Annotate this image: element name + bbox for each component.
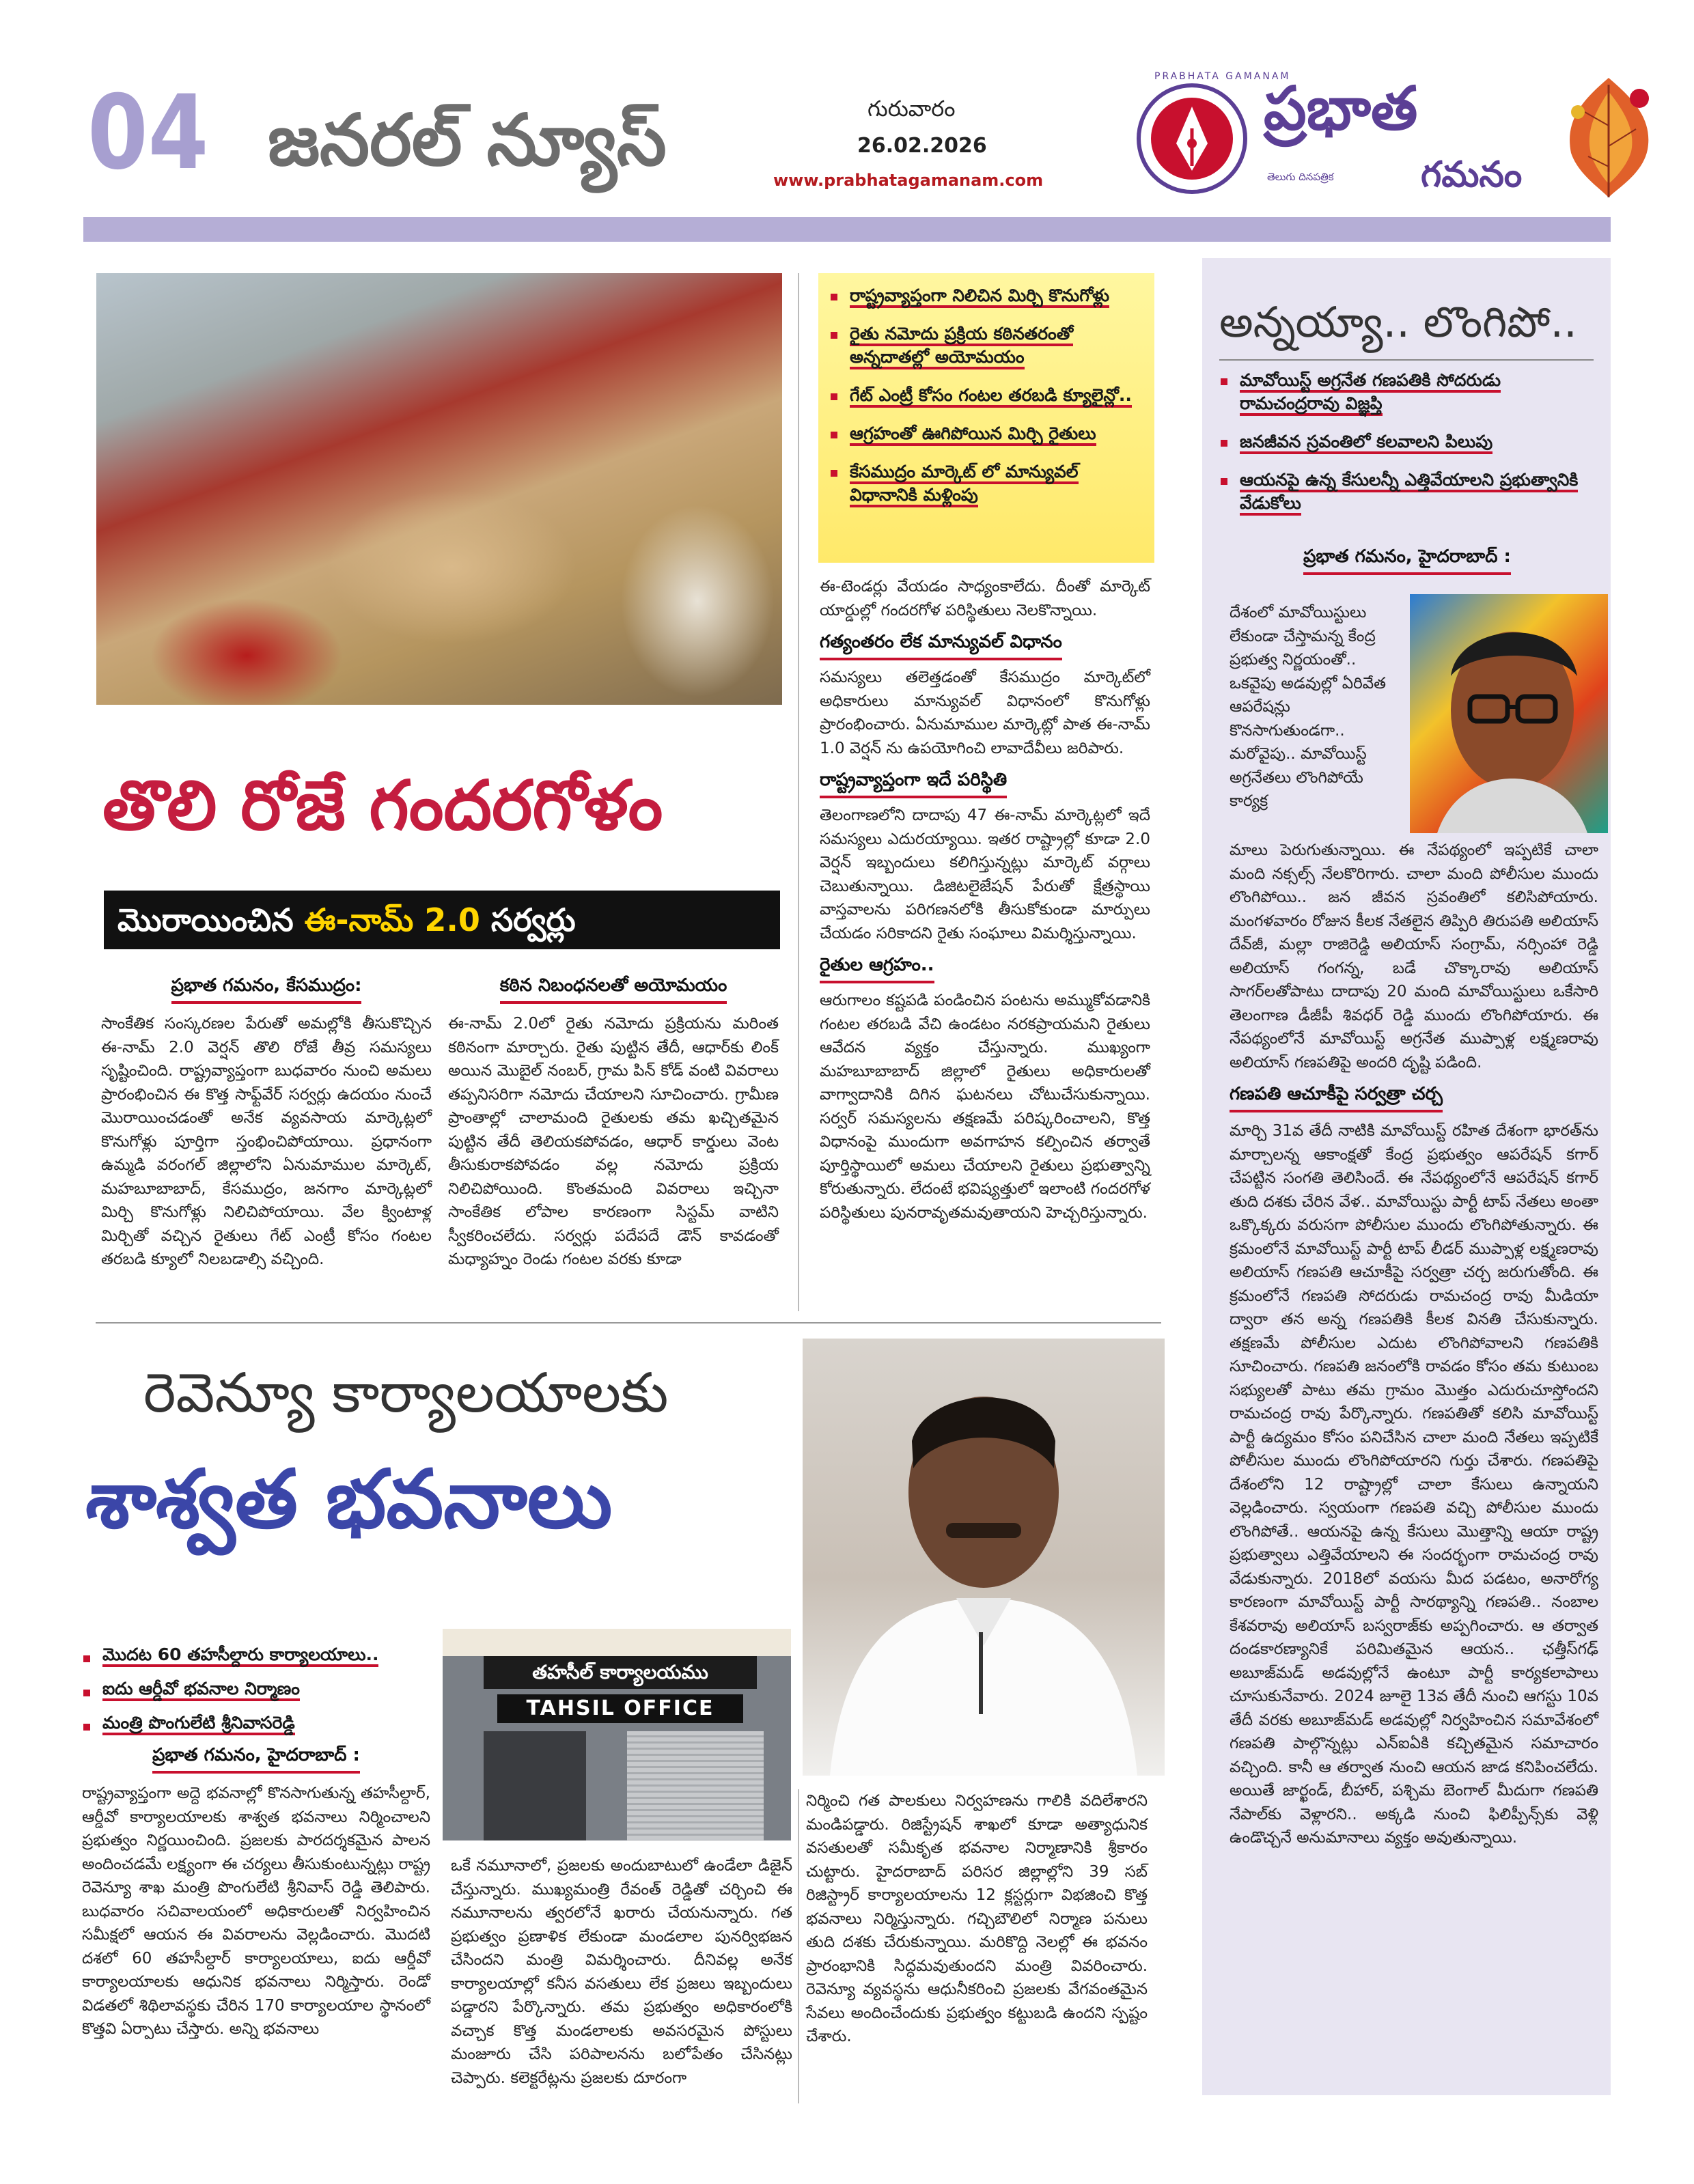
highlight-item: కేసముద్రం మార్కెట్ లో మాన్యువల్ విధానానికి మళ్లింపు: [829, 453, 1146, 515]
story1-col2-paragraph: ఈ-నామ్ 2.0లో రైతు నమోదు ప్రక్రియను మరింత కఠినంగా మార్చారు. రైతు పుట్టిన తేదీ, ఆధార్‌కు లింక్ అయిన మొబైల్ నంబర్, గ్రామ పిన్ కోడ్ వంటి వివరాలు తప్పనిసరిగా నమోదు చేయాలని సూచించారు. గ్రామీణ ప్రాంతాల్లో చాలామంది రైతులకు తమ ఖచ్చితమైన పుట్టిన తేదీ తెలియకపోవడం, ఆధార్ కార్డులు వెంట తీసుకురాకపోవడం వల్ల నమోదు ప్రక్రియ నిలిచిపోయింది. కొంతమంది వివరాలు ఇచ్చినా సాంకేతిక లోపాల కారణంగా సిస్టమ్ వాటిని స్వీకరించలేదు. సర్వర్లు పదేపదే డౌన్ కావడంతో మధ్యాహ్నం రెండు గంటల వరకు కూడా: [448, 1015, 779, 1268]
story2-col1: [82, 1745, 430, 2041]
story3-paragraph: మార్చి 31వ తేదీ నాటికి మావోయిస్ట్ రహిత దేశంగా భారత్‌ను మార్చాలన్న ఆకాంక్షతో కేంద్ర ప్రభుత్వం ఆపరేషన్ కగార్ చేపట్టిన సంగతి తెలిసిందే. ఈ నేపథ్యంలోనే ఆపరేషన్ కగార్ తుది దశకు చేరిన వేళ.. మావోయిస్టు పార్టీ టాప్ నేతలు అంతా ఒక్కొక్కరు వరుసగా పోలీసుల ముందు లొంగిపోతున్నారు. ఈ క్రమంలోనే మావోయిస్ట్ పార్టీ టాప్ లీడర్ ముప్పాళ్ల లక్ష్మణరావు అలియాస్ గణపతి ఆచూకీపై సర్వత్రా చర్చ జరుగుతోంది. ఈ క్రమంలోనే గణపతి సోదరుడు రామచంద్ర రావు మీడియా ద్వారా తన అన్న గణపతికి కీలక వినతి చేసుకున్నారు. తక్షణమే పోలీసుల ఎదుట లొంగిపోవాలని గణపతికి సూచించారు. గణపతి జనంలోకి రావడం కోసం తమ కుటుంబ సభ్యులతో పాటు తమ గ్రామం మొత్తం ఎదురుచూస్తోందని రామచంద్ర రావు పేర్కొన్నారు. గణపతితో కలిసి మావోయిస్ట్ పార్టీ ఉద్యమం కోసం పనిచేసిన చాలా మంది నేతలు ఇప్పటికే పోలీసుల ముందు లొంగిపోయారని గుర్తు చేశారు. గణపతిపై దేశంలోని 12 రాష్ట్రాల్లో చాలా కేసులు ఉన్నాయని వెల్లడించారు. స్వయంగా గణపతి వచ్చి పోలీసుల ముందు లొంగిపోతే.. ఆయనపై ఉన్న కేసులు మొత్తాన్ని ఆయా రాష్ట్ర ప్రభుత్వాలు ఎత్తివేయాలని ఈ సందర్భంగా రామచంద్ర రావు వేడుకున్నారు. 2018లో వయసు మీద పడటం, అనారోగ్య కారణంగా మావోయిస్ట్ పార్టీ సారథ్యాన్ని గణపతి.. నంబాల కేశవరావు అలియాస్ బస్వరాజ్‌కు అప్పగించారు. ఆ తర్వాత దండకారణ్యానికే పరిమితమైన ఆయన.. ఛత్తీస్‌గఢ్ అబూజ్‌మడ్ అడవుల్లోనే ఉంటూ పార్టీ కార్యకలాపాలు చూసుకునేవారు. 2024 జూలై 13వ తేదీ నుంచి ఆగస్టు 10వ తేదీ వరకు అబూజ్‌మడ్ అడవుల్లో నిర్వహించిన సమావేశంలో గణపతి పాల్గొన్నట్లు ఎన్ఐఏకి కచ్చితమైన సమాచారం వచ్చింది. కానీ ఆ తర్వాత నుంచి ఆయన జాడ కనిపించలేదు. అయితే జార్ఖండ్, బీహార్, పశ్చిమ బెంగాల్ మీదుగా గణపతి నేపాల్‌కు వెళ్లారని.. అక్కడి నుంచి ఫిలిప్పీన్స్‌కు వెళ్లి ఉండొచ్చనే అనుమానాలు వ్యక్తం అవుతున్నాయి.: [1230, 1122, 1598, 1847]
story1-col3-heading: రాష్ట్రవ్యాప్తంగా ఇదే పరిస్థితి: [820, 770, 1007, 798]
story1-col3: [820, 575, 1150, 1224]
story2-col1-paragraph: రాష్ట్రవ్యాప్తంగా అద్దె భవనాల్లో కొనసాగుతున్న తహసీల్దార్, ఆర్డీవో కార్యాలయాలకు శాశ్వత భవనాలు నిర్మించాలని ప్రభుత్వం నిర్ణయించింది. ప్రజలకు పారదర్శకమైన పాలన అందించడమే లక్ష్యంగా ఈ చర్యలు తీసుకుంటున్నట్లు రాష్ట్ర రెవెన్యూ శాఖ మంత్రి పొంగులేటి శ్రీనివాస్ రెడ్డి తెలిపారు. బుధవారం సచివాలయంలో అధికారులతో నిర్వహించిన సమీక్షలో ఆయన ఈ వివరాలను వెల్లడించారు. మొదటి దశలో 60 తహసీల్దార్ కార్యాలయాలు, ఐదు ఆర్డీవో కార్యాలయాలకు ఆధునిక భవనాలు నిర్మిస్తారు. రెండో విడతలో శిథిలావస్థకు చేరిన 170 కార్యాలయాల స్థానంలో కొత్తవి ఏర్పాటు చేస్తారు. అన్ని భవనాలు: [82, 1784, 430, 2038]
story1-col3-heading: రైతుల ఆగ్రహం..: [820, 955, 934, 983]
highlight-item: ఐదు ఆర్డీవో భవనాల నిర్మాణం: [82, 1673, 437, 1707]
subheadline-highlight: ఈ-నామ్ 2.0: [304, 901, 480, 938]
story3-text-narrow: [1230, 601, 1400, 813]
story1-headline: తొలి రోజే గందరగోళం: [102, 766, 663, 845]
story3-paragraph: మాలు పెరుగుతున్నాయి. ఈ నేపథ్యంలో ఇప్పటికే చాలా మంది నక్సల్స్ నేలకొరిగారు. చాలా మంది పోలీసుల ముందు లొంగిపోయి.. జన జీవన స్రవంతిలో కలిసిపోయారు. మంగళవారం రోజున కీలక నేతలైన తిప్పిరి తిరుపతి అలియాస్ దేవ్‌జీ, మల్లా రాజిరెడ్డి అలియాస్ సంగ్రామ్, నర్సింహా రెడ్డి అలియాస్ గంగన్న, బడే చొక్కారావు అలియాస్ సాగర్‌లతోపాటు దాదాపు 20 మంది మావోయిస్టులు ఒకేసారి తెలంగాణ డీజీపీ శివధర్ రెడ్డి ముందు లొంగిపోయారు. ఈ నేపథ్యంలోనే మావోయిస్ట్ అగ్రనేత ముప్పాళ్ల లక్ష్మణరావు అలియాస్ గణపతిపై అందరి దృష్టి పడింది.: [1230, 841, 1598, 1072]
website-link[interactable]: www.prabhatagamanam.com: [773, 171, 1044, 190]
masthead-logo: [1134, 71, 1667, 208]
highlight-item: గేట్ ఎంట్రీ కోసం గంటల తరబడి క్యూలైన్లో..: [829, 377, 1146, 415]
story1-byline: ప్రభాత గమనం, కేసముద్రం:: [171, 975, 362, 1004]
logo-tagline: తెలుగు దినపత్రిక: [1267, 171, 1334, 183]
story1-highlights-box: [818, 273, 1154, 563]
story3-text-wide: [1230, 839, 1598, 1850]
story2-headline-line1: రెవెన్యూ కార్యాలయాలకు: [143, 1361, 669, 1425]
story2-col2: [451, 1854, 792, 2090]
story1-col2-heading: కఠిన నిబంధనలతో అయోమయం: [500, 975, 727, 1004]
subheadline-suffix: సర్వర్లు: [480, 901, 576, 938]
story2-col2-paragraph: ఒకే నమూనాలో, ప్రజలకు అందుబాటులో ఉండేలా డిజైన్ చేస్తున్నారు. ముఖ్యమంత్రి రేవంత్ రెడ్డితో చర్చించి ఈ నమూనాలను త్వరలోనే ఖరారు చేయనున్నారు. గత ప్రభుత్వం ప్రణాళిక లేకుండా మండలాల పునర్విభజన చేసిందని మంత్రి విమర్శించారు. దీనివల్ల అనేక కార్యాలయాల్లో కనీస వసతులు లేక ప్రజలు ఇబ్బందులు పడ్డారని పేర్కొన్నారు. తమ ప్రభుత్వం అధికారంలోకి వచ్చాక కొత్త మండలాలకు అవసరమైన పోస్టులు మంజూరు చేసి పరిపాలనను బలోపేతం చేసినట్లు చెప్పారు. కలెక్టరేట్లను ప్రజలకు దూరంగా: [451, 1857, 792, 2087]
logo-small-caption: PRABHATA GAMANAM: [1154, 71, 1291, 82]
issue-date: 26.02.2026: [857, 134, 987, 158]
highlight-item: రైతు నమోదు ప్రక్రియ కఠినతరంతో అన్నదాతల్లో అయోమయం: [829, 316, 1146, 377]
highlight-item: మొదట 60 తహసీల్దారు కార్యాలయాలు..: [82, 1639, 437, 1673]
logo-word-gamanam: గమనం: [1421, 154, 1523, 195]
column-rule: [798, 1789, 799, 2103]
highlight-item: మంత్రి పొంగులేటి శ్రీనివాసరెడ్డి: [82, 1707, 437, 1741]
story1-col3-paragraph: ఆరుగాలం కష్టపడి పండించిన పంటను అమ్ముకోవడానికి గంటల తరబడి వేచి ఉండటం నరకప్రాయమని రైతులు ఆవేదన వ్యక్తం చేస్తున్నారు. ముఖ్యంగా మహబూబాబాద్ జిల్లాలో రైతులు అధికారులతో వాగ్వాదానికి దిగిన ఘటనలు చోటుచేసుకున్నాయి. సర్వర్ సమస్యలను తక్షణమే పరిష్కరించాలని, కొత్త విధానంపై ముందుగా అవగాహన కల్పించిన తర్వాతే పూర్తిస్థాయిలో అమలు చేయాలని రైతులు ప్రభుత్వాన్ని కోరుతున్నారు. లేదంటే భవిష్యత్తులో ఇలాంటి గందరగోళ పరిస్థితులు పునరావృతమవుతాయని హెచ్చరిస్తున్నారు.: [820, 992, 1150, 1222]
story1-col3-intro: ఈ-టెండర్లు వేయడం సాధ్యంకాలేదు. దీంతో మార్కెట్ యార్డుల్లో గందరగోళ పరిస్థితులు నెలకొన్నాయి.: [820, 578, 1150, 619]
story1-subheadline: [104, 891, 780, 949]
story1-col3-paragraph: తెలంగాణలోని దాదాపు 47 ఈ-నామ్ మార్కెట్లలో ఇదే సమస్యలు ఎదురయ్యాయి. ఇతర రాష్ట్రాల్లో కూడా 2.0 వెర్షన్ ఇబ్బందులు కలిగిస్తున్నట్లు మార్కెట్ వర్గాలు చెబుతున్నాయి. డిజిటలైజేషన్ పేరుతో క్షేత్రస్థాయి వాస్తవాలను పరిగణనలోకి తీసుకోకుండా మార్పులు చేయడం సరికాదని రైతు సంఘాలు విమర్శిస్తున్నాయి.: [820, 807, 1150, 942]
highlight-item: ఆయనపై ఉన్న కేసులన్నీ ఎత్తివేయాలని ప్రభుత్వానికి వేడుకోలు: [1219, 462, 1595, 523]
story1-col3-heading: గత్యంతరం లేక మాన్యువల్ విధానం: [820, 632, 1062, 660]
autumn-leaf-icon: [1557, 71, 1660, 201]
highlight-item: మావోయిస్ట్ అగ్రనేత గణపతికి సోదరుడు రామచంద్రరావు విజ్ఞప్తి: [1219, 362, 1595, 423]
highlight-item: ఆగ్రహంతో ఊగిపోయిన మిర్చి రైతులు: [829, 415, 1146, 453]
page-number: 04: [87, 74, 209, 193]
story3-highlights: [1219, 362, 1595, 523]
highlight-item: రాష్ట్రవ్యాప్తంగా నిలిచిన మిర్చి కొనుగోళ్లు: [829, 277, 1146, 316]
logo-word-prabhata: ప్రభాత: [1264, 73, 1418, 143]
story2-col3: [806, 1789, 1148, 2049]
tahsil-sign-telugu: తహసీల్ కార్యాలయము: [484, 1656, 757, 1689]
portrait-face: [1410, 594, 1608, 833]
story1-col1: [101, 975, 432, 1272]
pen-nib-logo-icon: [1134, 81, 1250, 197]
story2-highlights: [82, 1639, 437, 1741]
section-title: జనరల్ న్యూస్: [268, 98, 667, 182]
story3-headline: అన్నయ్యా.. లొంగిపో..: [1219, 297, 1577, 347]
tahsil-office-photo: [443, 1629, 791, 1840]
chilli-market-photo: [96, 273, 782, 705]
story3-byline-wrap: [1219, 546, 1595, 575]
story1-col1-paragraph: సాంకేతిక సంస్కరణల పేరుతో అమల్లోకి తీసుకొచ్చిన ఈ-నామ్ 2.0 వెర్షన్ తొలి రోజే తీవ్ర సమస్యలు సృష్టించింది. రాష్ట్రవ్యాప్తంగా బుధవారం నుంచి అమలు ప్రారంభించిన ఈ కొత్త సాఫ్ట్‌వేర్ సర్వర్లు ఉదయం నుంచే మొరాయించడంతో అనేక వ్యవసాయ మార్కెట్లలో కొనుగోళ్లు పూర్తిగా స్తంభించిపోయాయి. ప్రధానంగా ఉమ్మడి వరంగల్ జిల్లాలోని ఏనుమాముల మార్కెట్, మహబూబాబాద్, కేసముద్రం, జనగాం మార్కెట్లలో మిర్చి కొనుగోళ్లు నిలిచిపోయాయి. వేల క్వింటాళ్ల మిర్చితో వచ్చిన రైతులు గేట్ ఎంట్రీ కోసం గంటల తరబడి క్యూలో నిలబడాల్సి వచ్చింది.: [101, 1015, 432, 1268]
highlight-item: జనజీవన స్రవంతిలో కలవాలని పిలుపు: [1219, 423, 1595, 462]
tahsil-sign-english: TAHSIL OFFICE: [497, 1694, 743, 1723]
story3-byline: ప్రభాత గమనం, హైదరాబాద్ :: [1303, 546, 1511, 575]
ganapathi-portrait: [1410, 594, 1608, 833]
issue-day: గురువారం: [867, 96, 956, 122]
header-divider-bar: [83, 217, 1611, 242]
story2-byline: ప్రభాత గమనం, హైదరాబాద్ :: [152, 1745, 360, 1774]
story1-col2: [448, 975, 779, 1272]
story3-paragraph-narrow: దేశంలో మావోయిస్టులు లేకుండా చేస్తామన్న కేంద్ర ప్రభుత్వ నిర్ణయంతో.. ఒకవైపు అడవుల్లో ఏరివేత ఆపరేషన్లు కొనసాగుతుండగా.. మరోవైపు.. మావోయిస్ట్ అగ్రనేతలు లొంగిపోయే కార్యక్ర: [1230, 604, 1387, 810]
section-rule: [96, 1322, 1161, 1324]
sidebar-rule: [1219, 359, 1594, 361]
story2-headline-line2: శాశ్వత భవనాలు: [85, 1452, 613, 1546]
story2-col3-paragraph: నిర్మించి గత పాలకులు నిర్వహణను గాలికి వదిలేశారని మండిపడ్డారు. రిజిస్ట్రేషన్ శాఖలో కూడా అత్యాధునిక వసతులతో సమీకృత భవనాల నిర్మాణానికి శ్రీకారం చుట్టారు. హైదరాబాద్ పరిసర జిల్లాల్లోని 39 సబ్ రిజిస్ట్రార్ కార్యాలయాలను 12 క్లస్టర్లుగా విభజించి కొత్త భవనాలు నిర్మిస్తున్నారు. గచ్చిబౌలిలో నిర్మాణ పనులు తుది దశకు చేరుకున్నాయి. మరికొద్ది నెలల్లో ఈ భవనం ప్రారంభానికి సిద్ధమవుతుందని మంత్రి వివరించారు. రెవెన్యూ వ్యవస్థను ఆధునీకరించి ప్రజలకు వేగవంతమైన సేవలు అందించేందుకు ప్రభుత్వం కట్టుబడి ఉందని స్పష్టం చేశారు.: [806, 1792, 1148, 2045]
subheadline-prefix: మొరాయించిన: [117, 901, 305, 938]
column-rule: [798, 273, 799, 1311]
person-silhouette: [803, 1339, 1165, 1776]
story1-col3-paragraph: సమస్యలు తలెత్తడంతో కేసముద్రం మార్కెట్‌లో అధికారులు మాన్యువల్ విధానంలో కొనుగోళ్లు ప్రారంభించారు. ఏనుమాముల మార్కెట్లో పాత ఈ-నామ్ 1.0 వెర్షన్ ను ఉపయోగించి లావాదేవీలు జరిపారు.: [820, 669, 1150, 757]
story3-subheading: గణపతి ఆచూకీపై సర్వత్రా చర్చ: [1230, 1084, 1443, 1112]
minister-photo: [803, 1339, 1165, 1776]
